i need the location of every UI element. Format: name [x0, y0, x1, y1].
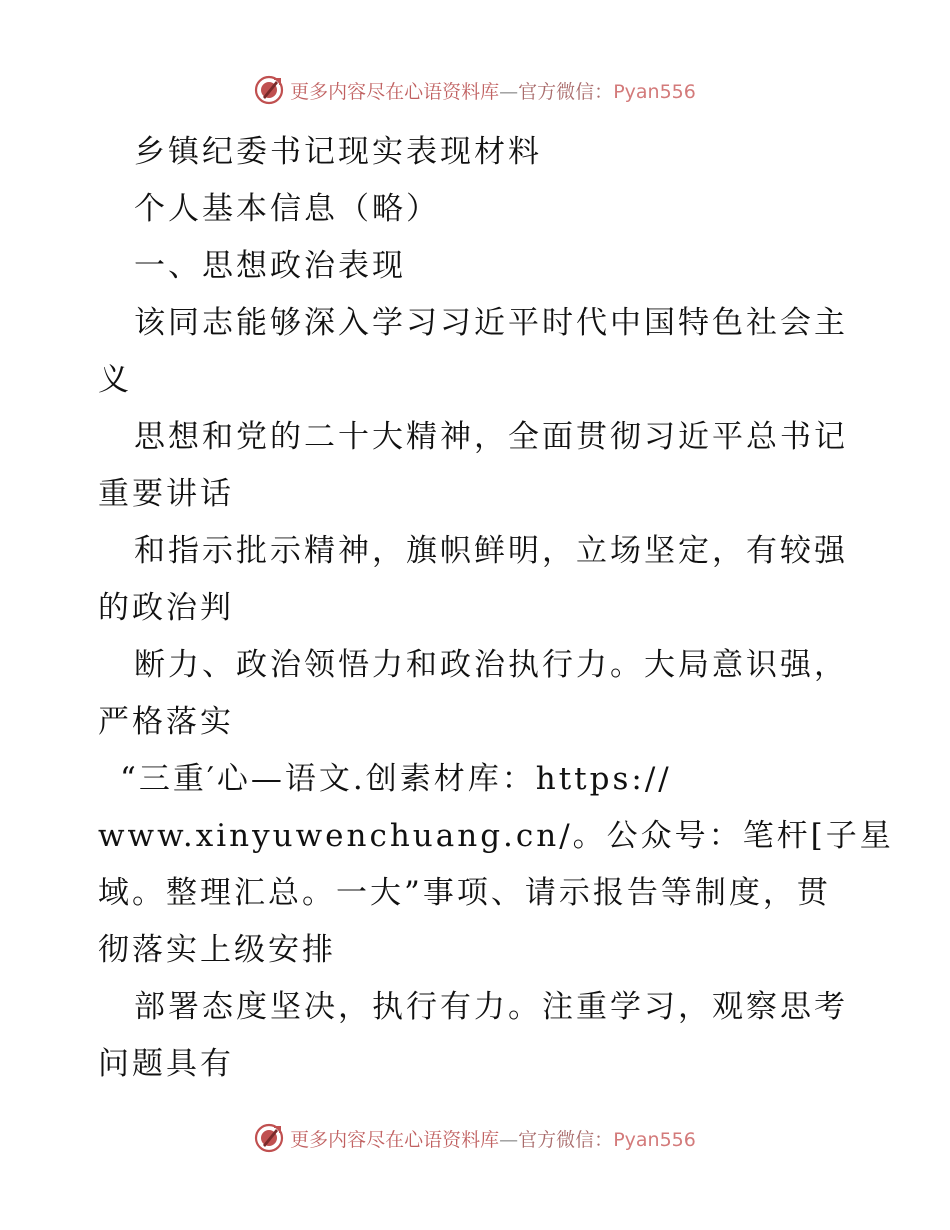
text-line: “三重′心—语文.创素材库：https:// [120, 761, 672, 797]
text-line: 重要讲话 [98, 476, 234, 512]
text-line: 问题具有 [98, 1046, 234, 1082]
header-watermark-banner [0, 70, 950, 110]
watermark-sub-text: 官方微信： [518, 1128, 614, 1151]
footer-watermark-banner [0, 1118, 950, 1158]
watermark-dash: — [499, 1128, 519, 1151]
text-line: 义 [98, 362, 132, 398]
watermark-wechat-id: Pyan556 [613, 1128, 696, 1151]
watermark-text [290, 1125, 696, 1152]
quill-seal-icon [254, 1123, 284, 1153]
text-line: www.xinyuwenchuang.cn/。公众号：笔杆[子星 [98, 818, 894, 854]
quill-seal-icon [254, 75, 284, 105]
text-line: 该同志能够深入学习习近平时代中国特色社会主 [134, 305, 848, 341]
text-line: 的政治判 [98, 590, 234, 626]
text-line: 部署态度坚决，执行有力。注重学习，观察思考 [134, 989, 848, 1025]
document-title: 乡镇纪委书记现实表现材料 [134, 134, 542, 170]
watermark-dash: — [499, 80, 519, 103]
text-line: 彻落实上级安排 [98, 932, 336, 968]
document-body [98, 124, 894, 1093]
text-line: 个人基本信息（略） [134, 191, 440, 227]
text-line: 断力、政治领悟力和政治执行力。大局意识强， [134, 647, 848, 683]
section-heading: 一、思想政治表现 [134, 248, 406, 284]
watermark-wechat-id: Pyan556 [613, 80, 696, 103]
watermark-sub-text: 官方微信： [518, 80, 614, 103]
text-line: 和指示批示精神，旗帜鲜明，立场坚定，有较强 [134, 533, 848, 569]
watermark-main-text: 更多内容尽在心语资料库 [290, 1128, 500, 1151]
text-line: 思想和党的二十大精神，全面贯彻习近平总书记 [134, 419, 848, 455]
text-line: 域。整理汇总。一大”事项、请示报告等制度，贯 [98, 875, 831, 911]
watermark-main-text: 更多内容尽在心语资料库 [290, 80, 500, 103]
watermark-text [290, 77, 696, 104]
text-line: 严格落实 [98, 704, 234, 740]
